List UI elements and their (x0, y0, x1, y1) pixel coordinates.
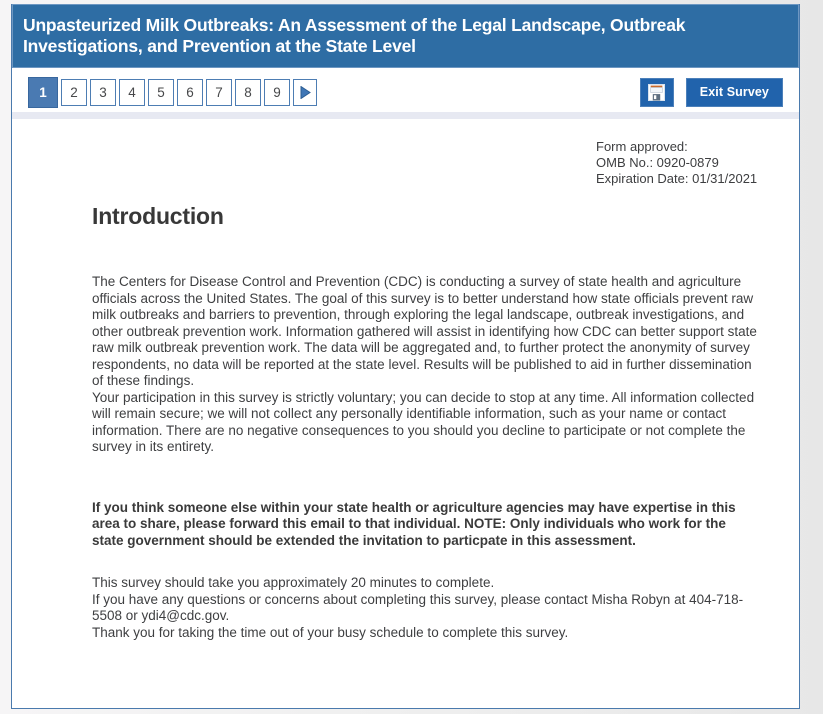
closing-line-1: This survey should take you approximately 20 minutes to complete. (92, 575, 495, 590)
paragraph-voluntary: Your participation in this survey is strictly voluntary; you can decide to stop at any time. All information collected will remain secure; we will not collect any personally identifiable information, such as your name or contact information. There are no negative consequences to you should you decline to participate or not complete the survey in its entirety. (92, 389, 755, 454)
paragraph-forward-note: If you think someone else within your state health or agriculture agencies may have expertise in this area to share, please forward this email to that individual. NOTE: Only individuals who work for the state government should be extended the invitation to particpate in this assessment. (92, 499, 736, 548)
survey-content (12, 119, 799, 708)
survey-window (11, 4, 800, 709)
paragraph-intro: The Centers for Disease Control and Prevention (CDC) is conducting a survey of state health and agriculture officials across the United States. The goal of this survey is to better understand how state officials prevent raw milk outbreaks and barriers to prevention, through exploring the legal landscape, outbreak investigations, and other outbreak prevention work. Information gathered will assist in identifying how CDC can better support state raw milk outbreak prevention work. The data will be aggregated and, to further protect the anonymity of survey respondents, no data will be reported at the state level. Results will be published to aid in further dissemination of these findings. (92, 274, 757, 388)
page-button-2[interactable]: 2 (61, 79, 87, 106)
page-button-9[interactable]: 9 (264, 79, 290, 106)
page-button-4[interactable]: 4 (119, 79, 145, 106)
next-arrow-icon (300, 86, 311, 99)
next-page-button[interactable] (293, 79, 317, 106)
intro-text-block (92, 274, 766, 456)
survey-header (12, 4, 799, 68)
page-title: Introduction (92, 203, 224, 229)
form-approval-line-3: Expiration Date: 01/31/2021 (596, 171, 758, 186)
page-button-3[interactable]: 3 (90, 79, 116, 106)
toolbar-actions (640, 78, 783, 107)
pagination-toolbar (12, 72, 799, 112)
closing-block (92, 575, 766, 641)
page-button-1[interactable]: 1 (28, 77, 58, 108)
page-button-5[interactable]: 5 (148, 79, 174, 106)
page-button-8[interactable]: 8 (235, 79, 261, 106)
survey-title: Unpasteurized Milk Outbreaks: An Assessment of the Legal Landscape, Outbreak Investigations, and Prevention at the State Level (23, 15, 686, 56)
form-approval-line-2: OMB No.: 0920-0879 (596, 155, 719, 170)
page-navigation (28, 77, 320, 108)
closing-line-2: If you have any questions or concerns about completing this survey, please contact Misha Robyn at 404-718-5508 or ydi4@cdc.gov. (92, 591, 744, 623)
form-approval-note (596, 139, 766, 187)
toolbar-divider (12, 112, 799, 119)
save-floppy-icon (648, 84, 665, 101)
page-button-7[interactable]: 7 (206, 79, 232, 106)
exit-survey-button[interactable]: Exit Survey (686, 78, 783, 107)
closing-line-3: Thank you for taking the time out of your busy schedule to complete this survey. (92, 624, 569, 640)
save-button[interactable] (640, 78, 674, 107)
page-button-6[interactable]: 6 (177, 79, 203, 106)
form-approval-line-1: Form approved: (596, 139, 688, 154)
